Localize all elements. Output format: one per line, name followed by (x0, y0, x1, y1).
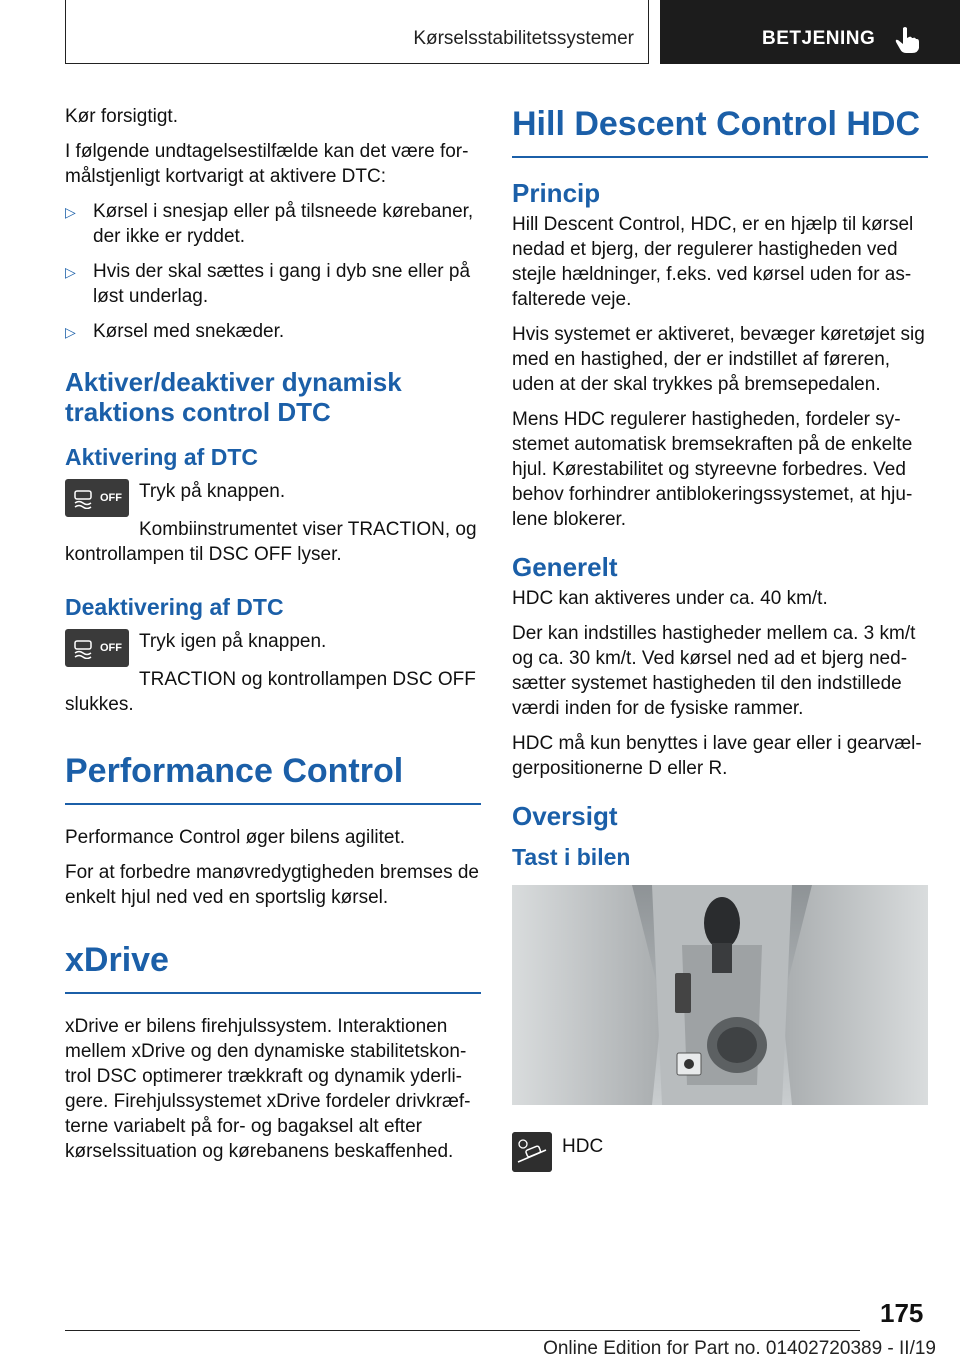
center-console-photo (512, 885, 928, 1105)
activate-step-1: Tryk på knappen. (139, 481, 286, 502)
running-header-section: Kørselsstabilitetssystemer (413, 28, 634, 49)
heading-generelt: Generelt (512, 552, 618, 582)
heading-princip: Princip (512, 178, 601, 208)
right-column (512, 104, 928, 1176)
heading-tast-i-bilen: Tast i bilen (512, 844, 631, 870)
car-skid-icon (72, 637, 94, 659)
running-header-box (65, 0, 649, 64)
hdc-button-icon (512, 1132, 552, 1172)
list-item (65, 259, 481, 309)
footer-divider (65, 1330, 860, 1331)
dtc-off-button-icon (65, 629, 129, 667)
generelt-text-3: HDC må kun benyttes i lave gear eller i gearvælgerpositionerne D eller R. (512, 733, 922, 779)
bullet-triangle-icon: ▷ (65, 204, 76, 220)
list-item (65, 199, 481, 249)
heading-activate-dtc: Aktivering af DTC (65, 444, 258, 470)
heading-performance-control: Performance Control (65, 751, 481, 805)
performance-text-2: For at forbedre manøvredygtigheden bremses de enkelt hjul ned ved en sportslig kørsel. (65, 862, 479, 908)
heading-deactivate-dtc: Deaktivering af DTC (65, 594, 284, 620)
hdc-button-row (512, 1132, 928, 1172)
car-skid-icon (72, 487, 94, 509)
dtc-off-button-icon (65, 479, 129, 517)
heading-hdc: Hill Descent Control HDC (512, 104, 928, 158)
chapter-tab (660, 0, 960, 64)
page-number: 175 (880, 1298, 924, 1328)
hdc-button-label: HDC (562, 1136, 604, 1157)
bullet-triangle-icon: ▷ (65, 264, 76, 280)
button-off-label: OFF (100, 642, 122, 654)
list-item (65, 319, 481, 345)
intro-text: Kør forsigtigt. (65, 106, 178, 127)
deactivate-step-1: Tryk igen på knappen. (139, 631, 327, 652)
deactivate-step-2: TRACTION og kontrollampen DSC OFF slukkes. (65, 669, 476, 715)
hand-pointer-icon (894, 26, 920, 54)
performance-text-1: Performance Control øger bilens agilitet. (65, 827, 406, 848)
list-item-text: Kørsel med snekæder. (93, 321, 285, 342)
footer-edition: Online Edition for Part no. 01402720389 - II/19 (543, 1338, 936, 1359)
princip-text-2: Hvis systemet er aktiveret, bevæger køretøjet sig med en hastighed, der er indstillet af føreren, uden at der skal trykkes på bremsepedalen. (512, 324, 925, 395)
left-column (65, 104, 481, 1174)
generelt-text-2: Der kan indstilles hastigheder mellem ca. 3 km/t og ca. 30 km/t. Ved kørsel ned ad et bjerg nedsætter systemet hastigheden til den indstillede værdi inden for de fysiske rammer. (512, 623, 916, 719)
deactivate-instruction (65, 629, 481, 667)
heading-xdrive: xDrive (65, 940, 481, 994)
heading-oversigt: Oversigt (512, 801, 618, 831)
princip-text-1: Hill Descent Control, HDC, er en hjælp til kørsel nedad et bjerg, der regulerer hastigheden ved stejle hældninger, f.eks. ved kørsel uden for asfalterede veje. (512, 214, 914, 310)
activate-instruction (65, 479, 481, 517)
xdrive-text: xDrive er bilens firehjulssystem. Interaktionen mellem xDrive og den dynamiske stabilitetskontrol DSC optimerer trækkraft og dynamik yderligere. Firehjulssystemet xDrive fordeler drivkræfterne variabelt på for- og bagaksel alt efter kørselssituation og kørebanens beskaffenhed. (65, 1016, 471, 1162)
chapter-title: BETJENING (762, 28, 876, 49)
button-off-label: OFF (100, 492, 122, 504)
list-item-text: Hvis der skal sættes i gang i dyb sne eller på løst underlag. (93, 261, 471, 307)
generelt-text-1: HDC kan aktiveres under ca. 40 km/t. (512, 588, 828, 609)
list-item-text: Kørsel i snesjap eller på tilsneede kørebaner, der ikke er ryddet. (93, 201, 474, 247)
bullet-triangle-icon: ▷ (65, 324, 76, 340)
princip-text-3: Mens HDC regulerer hastigheden, fordeler systemet automatisk bremsekraften på de enkelte hjul. Kørestabilitet og styreevne forbedres. Ved behov forhindrer antiblokeringssystemet, at hjulene blokerer. (512, 409, 913, 530)
dtc-intro-paragraph: I følgende undtagelsestilfælde kan det være formålstjenligt kortvarigt at aktivere DTC: (65, 141, 469, 187)
heading-dtc: Aktiver/deaktiver dynamisk traktions control DTC (65, 367, 402, 427)
activate-step-2: Kombiinstrumentet viser TRACTION, og kontrollampen til DSC OFF lyser. (65, 519, 477, 565)
